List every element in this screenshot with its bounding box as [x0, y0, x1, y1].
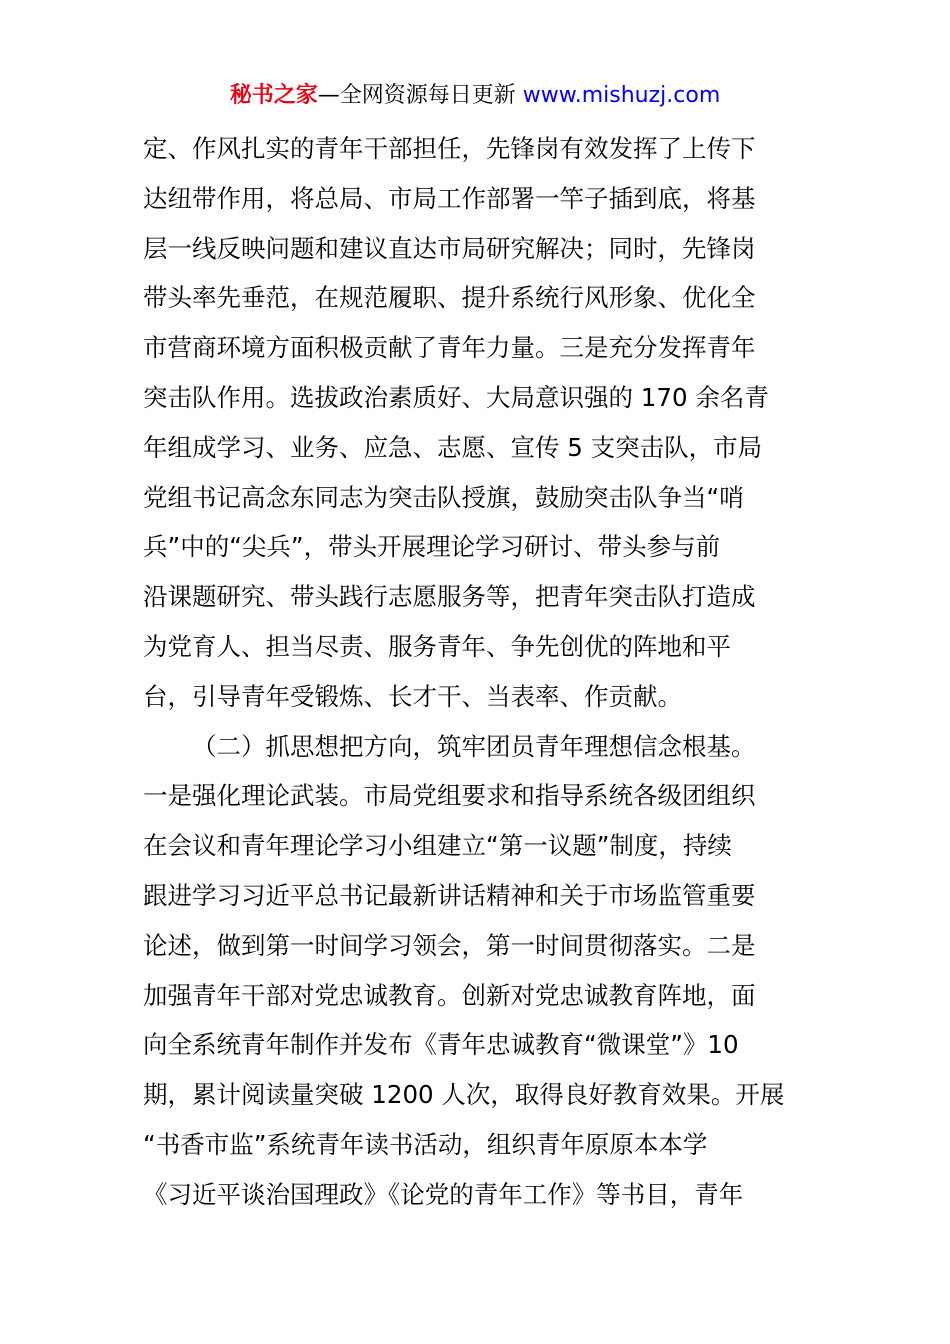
- header-tagline: —全网资源每日更新: [317, 83, 523, 108]
- text-line-8: 党组书记高念东同志为突击队授旗，鼓励突击队争当“哨: [143, 482, 744, 512]
- text-line-19: 向全系统青年制作并发布《青年忠诚教育“微课堂”》10: [143, 1030, 739, 1060]
- document-body: [143, 124, 823, 1220]
- text-line-9: 兵”中的“尖兵”，带头开展理论学习研讨、带头参与前: [143, 532, 721, 562]
- text-line-11: 为党育人、担当尽责、服务青年、争先创优的阵地和平: [143, 631, 731, 661]
- section-heading: （二）抓思想把方向，筑牢团员青年理想信念根基。: [192, 731, 756, 761]
- text-line-6: 突击队作用。选拔政治素质好、大局意识强的 170 余名青: [143, 382, 769, 412]
- text-line-20: 期，累计阅读量突破 1200 人次，取得良好教育效果。开展: [143, 1080, 785, 1110]
- brand-name: 秘书之家: [229, 83, 318, 108]
- text-line-21: “书香市监”系统青年读书活动，组织青年原原本本学: [143, 1129, 708, 1159]
- text-line-3: 层一线反映问题和建议直达市局研究解决；同时，先锋岗: [143, 233, 756, 263]
- text-line-10: 沿课题研究、带头践行志愿服务等，把青年突击队打造成: [143, 582, 756, 612]
- text-line-14: 一是强化理论武装。市局党组要求和指导系统各级团组织: [143, 781, 756, 811]
- text-line-12: 台，引导青年受锻炼、长才干、当表率、作贡献。: [143, 681, 682, 711]
- text-line-22: 《习近平谈治国理政》《论党的青年工作》等书目，青年: [143, 1179, 744, 1209]
- text-line-16: 跟进学习习近平总书记最新讲话精神和关于市场监管重要: [143, 880, 756, 910]
- text-line-2: 达纽带作用，将总局、市局工作部署一竿子插到底，将基: [143, 183, 756, 213]
- text-line-17: 论述，做到第一时间学习领会，第一时间贯彻落实。二是: [143, 930, 756, 960]
- page-header: [0, 80, 950, 112]
- site-url-link[interactable]: www.mishuzj.com: [522, 83, 721, 108]
- text-line-5: 市营商环境方面积极贡献了青年力量。三是充分发挥青年: [143, 333, 756, 363]
- text-line-18: 加强青年干部对党忠诚教育。创新对党忠诚教育阵地，面: [143, 980, 756, 1010]
- text-line-4: 带头率先垂范，在规范履职、提升系统行风形象、优化全: [143, 283, 756, 313]
- text-line-7: 年组成学习、业务、应急、志愿、宣传 5 支突击队，市局: [143, 432, 763, 462]
- text-line-1: 定、作风扎实的青年干部担任，先锋岗有效发挥了上传下: [143, 134, 756, 163]
- text-line-15: 在会议和青年理论学习小组建立“第一议题”制度，持续: [143, 831, 732, 861]
